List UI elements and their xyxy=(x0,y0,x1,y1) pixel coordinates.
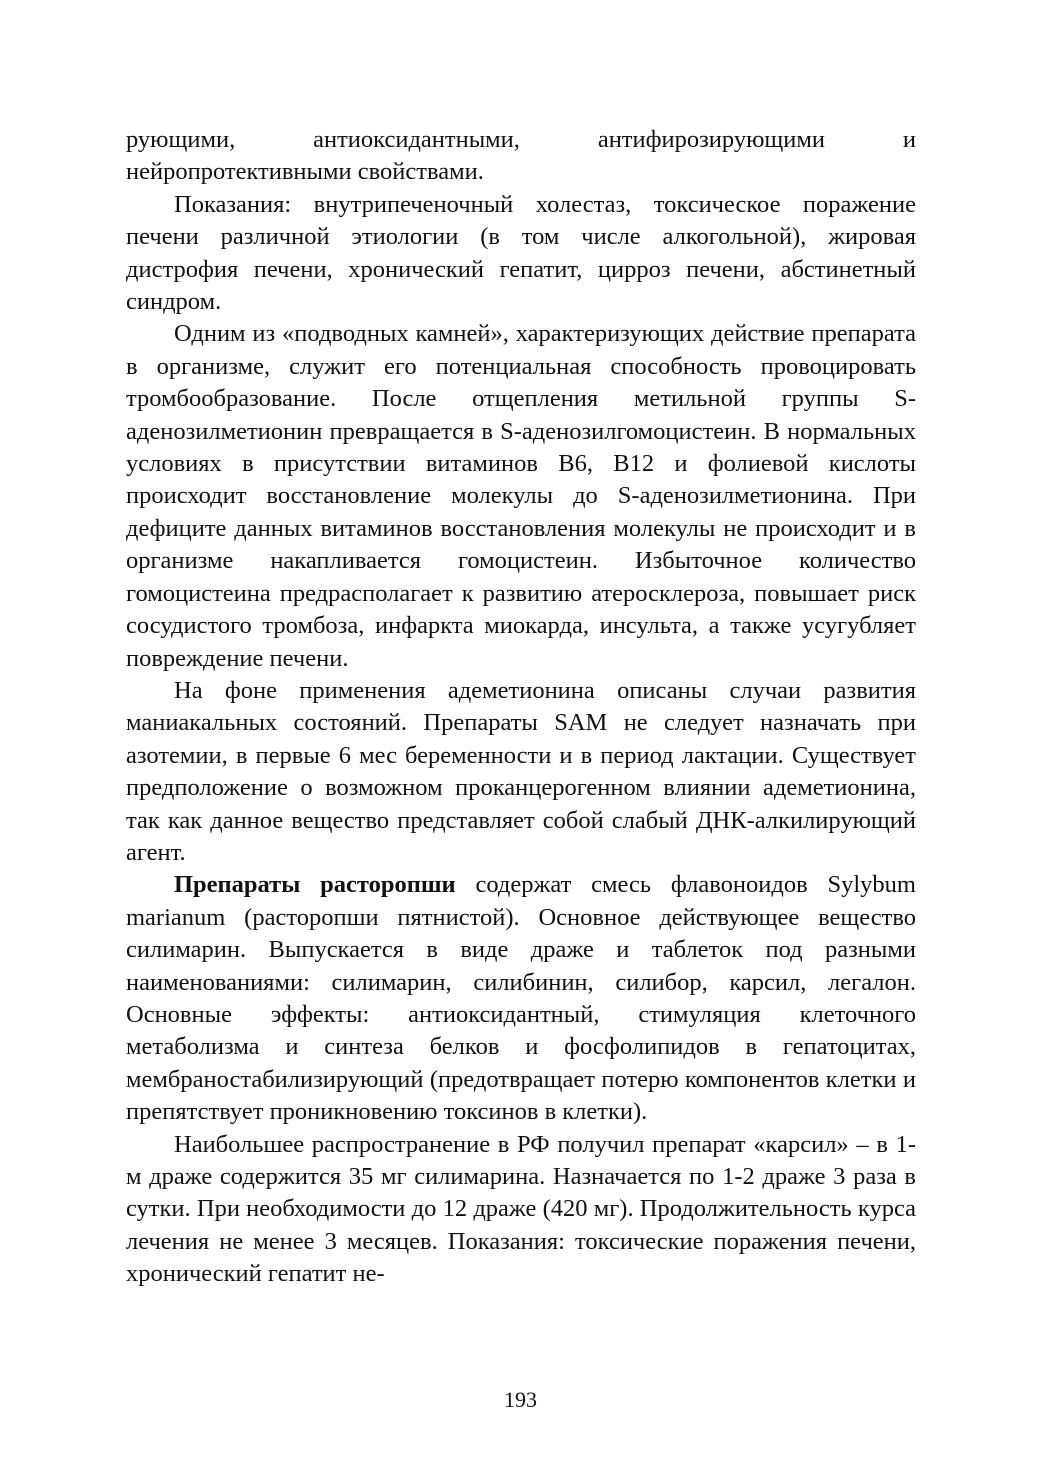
paragraph-3: Одним из «подводных камней», характеризующих действие препарата в организме, служит его потенциальная способность провоцировать тромбообразование. После отщепления метильной группы S-аденозилметионин превращается в S-аденозилгомоцистеин. В нормальных условиях в присутствии витаминов В6, В12 и фолиевой кислоты происходит восстановление молекулы до S-аденозилметионина. При дефиците данных витаминов восстановления молекулы не происходит и в организме накапливается гомоцистеин. Избыточное количество гомоцистеина предрасполагает к развитию атеросклероза, повышает риск сосудистого тромбоза, инфаркта миокарда, инсульта, а также усугубляет повреждение печени. xyxy=(126,320,916,672)
paragraph-6: Наибольшее распространение в РФ получил препарат «карсил» – в 1-м драже содержится 35 мг силимарина. Назначается по 1-2 драже 3 раза в сутки. При необходимости до 12 драже (420 мг). Продолжительность курса лечения не менее 3 месяцев. Показания: токсические поражения печени, хронический гепатит не- xyxy=(126,1130,916,1288)
paragraph-5-text: содержат смесь флавоноидов Sylybum marianum (расторопши пятнистой). Основное действующее вещество силимарин. Выпускается в виде драже и таблеток под разными наименованиями: силимарин, силибинин, силибор, карсил, легалон. Основные эффекты: антиоксидантный, стимуляция клеточного метаболизма и синтеза белков и фосфолипидов в гепатоцитах, мембраностабилизирующий (предотвращает потерю компонентов клетки и препятствует проникновению токсинов в клетки). xyxy=(126,871,916,1126)
body-text xyxy=(126,124,916,1291)
paragraph-4: На фоне применения адеметионина описаны случаи развития маниакальных состояний. Препараты SAM не следует назначать при азотемии, в первые 6 мес беременности и в период лактации. Существует предположение о возможном проканцерогенном влиянии адеметионина, так как данное вещество представляет собой слабый ДНК-алкилирующий агент. xyxy=(126,676,916,866)
page-number: 193 xyxy=(504,1387,537,1412)
paragraph-2: Показания: внутрипеченочный холестаз, токсическое поражение печени различной этиологии (в том числе алкогольной), жировая дистрофия печени, хронический гепатит, цирроз печени, абстинетный синдром. xyxy=(126,190,916,316)
paragraph-1: рующими, антиоксидантными, антифирозирующими и нейропротективными свойствами. xyxy=(126,126,916,186)
paragraph-5-bold-lead: Препараты расторопши xyxy=(174,871,456,899)
paragraph-5 xyxy=(126,869,916,1128)
